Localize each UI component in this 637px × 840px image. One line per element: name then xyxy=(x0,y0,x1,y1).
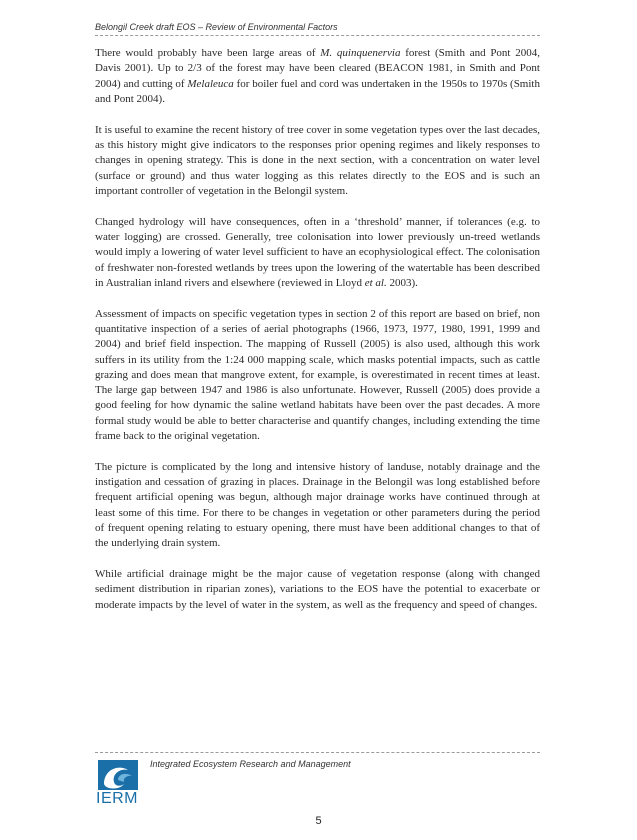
footer-organization: Integrated Ecosystem Research and Management xyxy=(150,759,351,769)
paragraph-5: The picture is complicated by the long and intensive history of landuse, notably drainage and the instigation and cessation of grazing in places. Drainage in the Belongil was long established before frequent artificial opening was begun, although major drainage works have continued through at least some of this time. For there to be changes in vegetation or other parameters during the period of frequent opening relating to estuary opening, there must have been additional changes to that of the underlying drain system. xyxy=(95,460,540,550)
paragraph-1: There would probably have been large areas of M. quinquenervia forest (Smith and Pont 2004, Davis 2001). Up to 2/3 of the forest may have been cleared (BEACON 1981, in Smith and Pont 2004) and cutting of Melaleuca for boiler fuel and cord was undertaken in the 1950s to 1970s (Smith and Pont 2004). xyxy=(95,47,540,105)
paragraph-3: Changed hydrology will have consequences, often in a ‘threshold’ manner, if tolerances (e.g. to water logging) are crossed. Generally, tree colonisation into lower previously un-treed wetlands would imply a lowering of water level sufficient to have an ecophysiological effect. The colonisation of freshwater non-forested wetlands by trees upon the lowering of the watertable has been described in Australian inland rivers and elsewhere (reviewed in Lloyd et al. 2003). xyxy=(95,215,540,289)
wave-logo-icon xyxy=(98,760,138,790)
body-text xyxy=(95,46,540,629)
ierm-logo xyxy=(96,760,140,810)
running-header: Belongil Creek draft EOS – Review of Environmental Factors xyxy=(95,22,540,36)
species-name: M. quinquenervia xyxy=(320,47,401,59)
genus-name: Melaleuca xyxy=(187,77,234,90)
et-al: et al. xyxy=(364,276,387,289)
footer-divider xyxy=(95,752,540,753)
paragraph-2: It is useful to examine the recent history of tree cover in some vegetation types over the last decades, as this history might give indicators to the responses prior opening regimes and likely responses to changes in opening strategy. This is done in the next section, with a concentration on water level (surface or ground) and thus water logging as this relates directly to the EOS and is such an important controller of vegetation in the Belongil system. xyxy=(95,123,540,197)
paragraph-6: While artificial drainage might be the major cause of vegetation response (along with changed sediment distribution in riparian zones), variations to the EOS have the potential to exacerbate or moderate impacts by the level of water in the system, as well as the frequency and speed of changes. xyxy=(95,568,540,611)
paragraph-4: Assessment of impacts on specific vegetation types in section 2 of this report are based on brief, non quantitative inspection of a series of aerial photographs (1966, 1973, 1977, 1980, 1991, 1999 and 2004) and brief field inspection. The mapping of Russell (2005) is also used, although this work suffers in its utility from the 1:24 000 mapping scale, which masks potential impacts, such as cattle grazing and does mean that mangrove extent, for example, is overestimated in recent times at least. The large gap between 1947 and 1986 is also unfortunate. However, Russell (2005) does provide a good feeling for how dynamic the saline wetland habitats have been over the past decades. A more formal study would be able to better characterise and quantify changes, including extending the time frame back to the original vegetation. xyxy=(95,307,540,443)
logo-text: IERM xyxy=(96,790,138,807)
page-number: 5 xyxy=(315,815,322,827)
